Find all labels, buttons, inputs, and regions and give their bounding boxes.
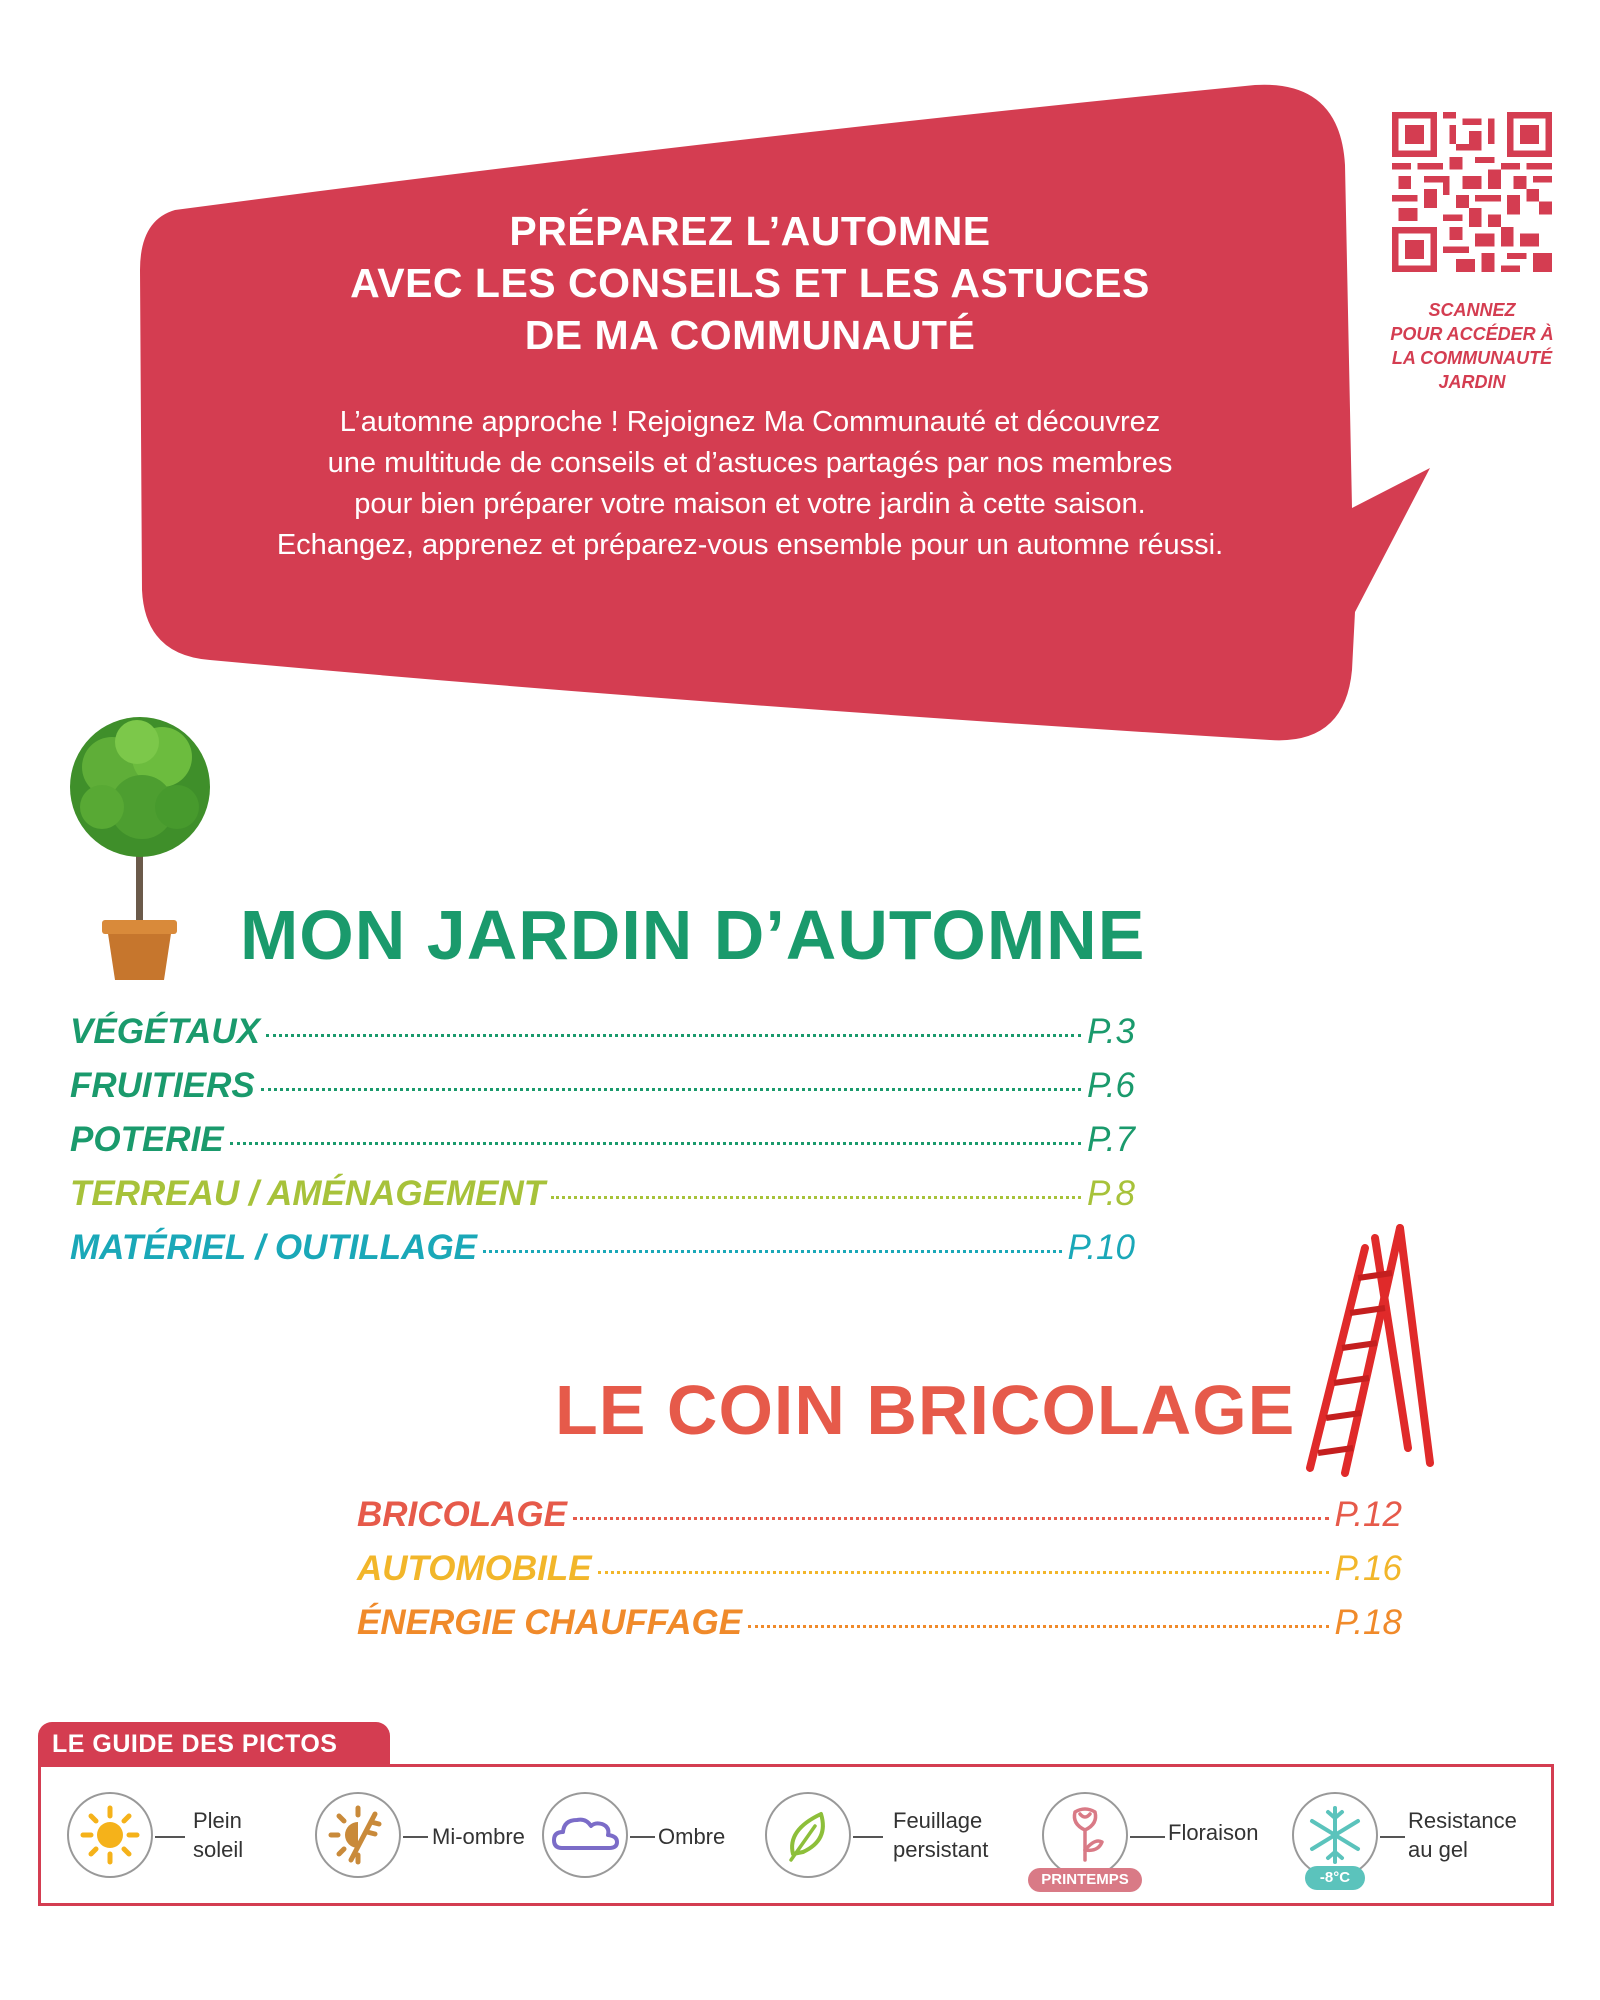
guide-title: LE GUIDE DES PICTOS [38,1722,390,1766]
bricolage-toc-row[interactable] [357,1495,1402,1549]
toc-page-number: P.8 [1086,1174,1135,1213]
bubble-title-line: PRÉPAREZ L’AUTOMNE [509,208,991,254]
jardin-toc-row[interactable] [70,1066,1135,1120]
toc-label: POTERIE [70,1120,224,1159]
picto-label-floraison [1168,1818,1258,1847]
ladder-icon [1300,1218,1440,1478]
bubble-title-line: AVEC LES CONSEILS ET LES ASTUCES [350,260,1150,306]
bubble-title-line: DE MA COMMUNAUTÉ [524,312,976,358]
picto-label-resistance-gel [1408,1806,1517,1864]
picto-label-line: Feuillage [893,1808,983,1833]
qr-caption-line: JARDIN [1438,372,1506,392]
bubble-text [170,402,1330,566]
temperature-badge: -8°C [1305,1866,1365,1890]
picto-label-line: Resistance [1408,1808,1517,1833]
picto-label-line: Ombre [658,1824,726,1849]
sun-icon [65,1790,155,1880]
bricolage-toc-row[interactable] [357,1549,1402,1603]
jardin-section-title: MON JARDIN D’AUTOMNE [240,896,1146,974]
toc-label: AUTOMOBILE [357,1549,592,1588]
picto-label-line: soleil [193,1837,244,1862]
picto-label-feuillage [893,1806,988,1864]
picto-connector [630,1836,655,1838]
toc-page-number: P.16 [1334,1549,1402,1588]
potted-tree-icon [52,712,227,987]
toc-leader-dots [573,1517,1329,1520]
picto-label-mi-ombre [432,1822,525,1851]
toc-page-number: P.12 [1334,1495,1402,1534]
picto-connector [403,1836,428,1838]
picto-connector [1380,1836,1405,1838]
bubble-text-line: L’automne approche ! Rejoignez Ma Communauté et découvrez [339,406,1161,438]
bricolage-section-title: LE COIN BRICOLAGE [555,1371,1296,1449]
toc-page-number: P.10 [1067,1228,1135,1267]
picto-label-line: Mi-ombre [432,1824,525,1849]
season-badge: PRINTEMPS [1028,1868,1142,1892]
toc-label: TERREAU / AMÉNAGEMENT [70,1174,546,1213]
toc-label: ÉNERGIE CHAUFFAGE [357,1603,743,1642]
toc-page-number: P.3 [1086,1012,1135,1051]
toc-page-number: P.6 [1086,1066,1135,1105]
picto-label-plein-soleil [193,1806,243,1864]
qr-caption-line: POUR ACCÉDER À [1390,324,1554,344]
half-sun-icon [313,1790,403,1880]
leaf-icon [763,1790,853,1880]
picto-connector [1130,1836,1165,1838]
jardin-toc-row[interactable] [70,1120,1135,1174]
toc-page-number: P.18 [1334,1603,1402,1642]
toc-leader-dots [551,1196,1081,1199]
picto-label-ombre [658,1822,725,1851]
toc-label: VÉGÉTAUX [70,1012,260,1051]
bubble-text-line: Echangez, apprenez et préparez-vous ensemble pour un automne réussi. [276,529,1224,561]
qr-caption-line: SCANNEZ [1428,300,1516,320]
toc-leader-dots [230,1142,1081,1145]
flower-icon [1040,1790,1130,1880]
picto-connector [155,1836,185,1838]
jardin-toc-row[interactable] [70,1174,1135,1228]
picto-label-line: au gel [1408,1837,1468,1862]
picto-label-line: persistant [893,1837,989,1862]
bubble-title [200,205,1300,361]
toc-label: MATÉRIEL / OUTILLAGE [70,1228,478,1267]
toc-leader-dots [261,1088,1081,1091]
toc-leader-dots [266,1034,1081,1037]
jardin-toc-row[interactable] [70,1228,1135,1282]
toc-label: BRICOLAGE [357,1495,567,1534]
toc-page-number: P.7 [1086,1120,1135,1159]
toc-leader-dots [748,1625,1328,1628]
cloud-icon [540,1790,630,1880]
toc-leader-dots [483,1250,1061,1253]
bricolage-toc [357,1495,1402,1657]
jardin-toc [70,1012,1135,1282]
picto-connector [853,1836,883,1838]
jardin-toc-row[interactable] [70,1012,1135,1066]
picto-label-line: Plein [193,1808,242,1833]
toc-label: FRUITIERS [70,1066,255,1105]
picto-label-line: Floraison [1168,1820,1259,1845]
bricolage-toc-row[interactable] [357,1603,1402,1657]
bubble-text-line: une multitude de conseils et d’astuces partagés par nos membres [327,447,1173,479]
qr-code-icon[interactable] [1392,112,1552,272]
toc-leader-dots [598,1571,1329,1574]
qr-caption-line: LA COMMUNAUTÉ [1391,348,1553,368]
bubble-text-line: pour bien préparer votre maison et votre jardin à cette saison. [354,488,1146,520]
qr-caption [1360,298,1584,394]
